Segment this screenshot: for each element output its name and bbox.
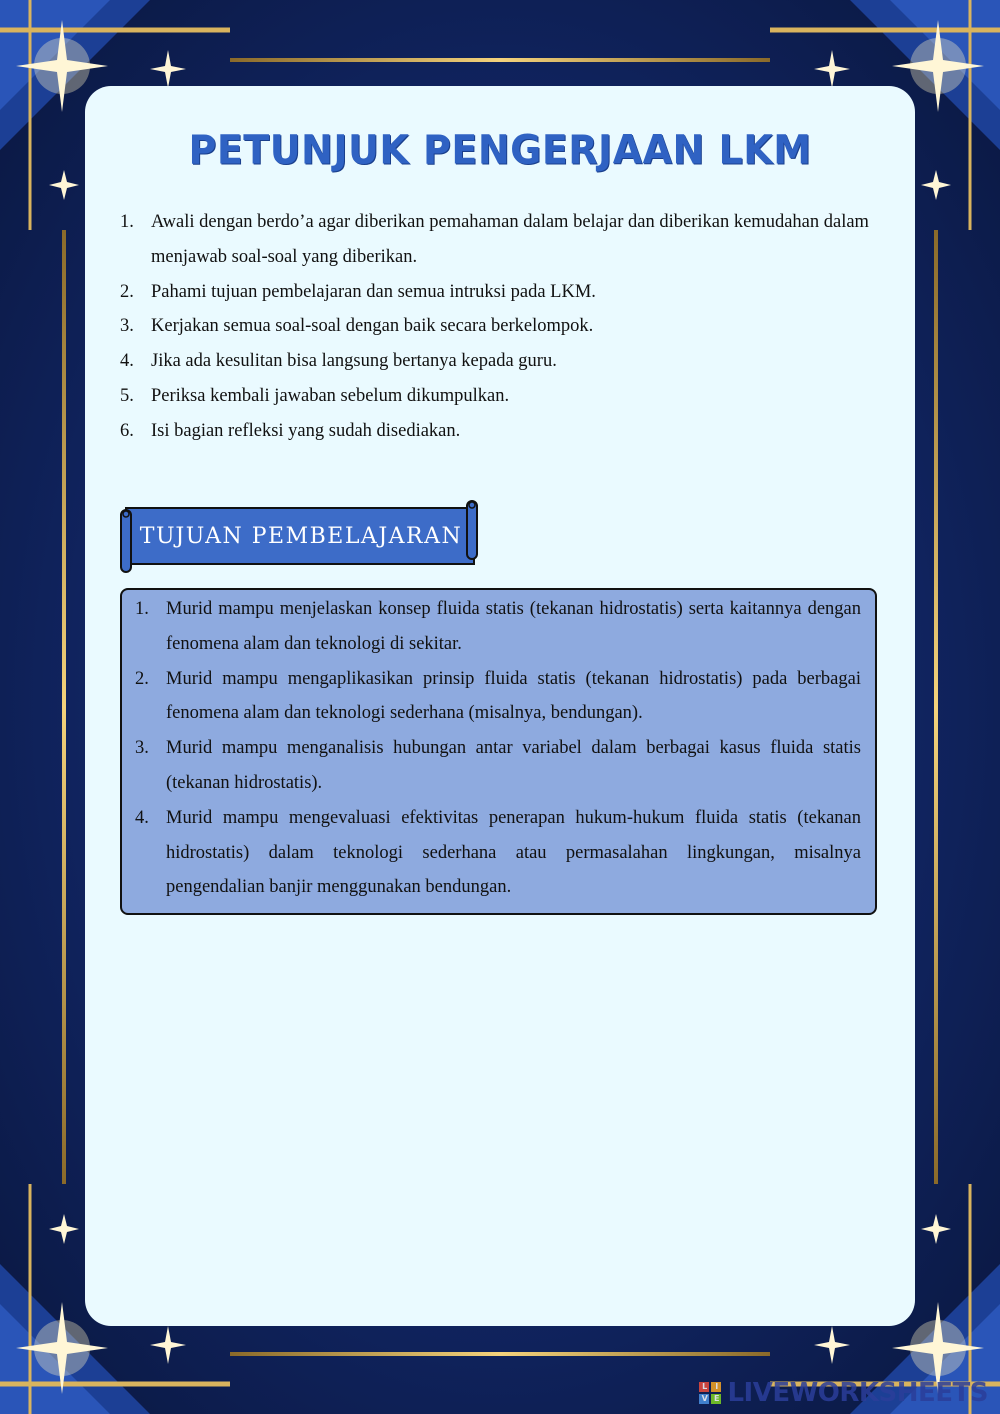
instruction-item: 2. Pahami tujuan pembelajaran dan semua intruksi pada LKM.: [120, 281, 596, 302]
section-heading: TUJUAN PEMBELAJARAN: [139, 523, 463, 549]
instruction-item: 5. Periksa kembali jawaban sebelum dikumpulkan.: [120, 385, 510, 406]
instruction-item: 1. Awali dengan berdo’a agar diberikan pemahaman dalam belajar dan diberikan kemudahan dalam menjawab soal-soal yang diberikan.: [120, 212, 869, 267]
goals-list: [135, 592, 861, 905]
goal-item: 2. Murid mampu mengaplikasikan prinsip fluida statis (tekanan hidrostatis) pada berbagai fenomena alam dan teknologi sederhana (misalnya, bendungan).: [135, 668, 861, 724]
instruction-item: 6. Isi bagian refleksi yang sudah disediakan.: [120, 420, 461, 441]
goal-item: 4. Murid mampu mengevaluasi efektivitas penerapan hukum-hukum fluida statis (tekanan hidrostatis) dalam teknologi sederhana atau permasalahan lingkungan, misalnya pengendalian banjir menggunakan bendungan.: [135, 807, 861, 898]
gold-line-bottom: [230, 1352, 770, 1356]
instruction-list: [120, 205, 890, 449]
goal-item: 1. Murid mampu menjelaskan konsep fluida statis (tekanan hidrostatis) serta kaitannya dengan fenomena alam dan teknologi di sekitar.: [135, 599, 861, 654]
gold-line-top: [230, 58, 770, 62]
page-title: PETUNJUK PENGERJAAN LKM: [188, 126, 812, 174]
goal-item: 3. Murid mampu menganalisis hubungan antar variabel dalam berbagai kasus fluida statis (tekanan hidrostatis).: [135, 738, 861, 793]
instruction-item: 3. Kerjakan semua soal-soal dengan baik secara berkelompok.: [120, 316, 594, 337]
liveworksheets-logo: L I V E: [699, 1382, 721, 1404]
liveworksheets-watermark: [699, 1380, 988, 1406]
gold-line-left: [62, 230, 66, 1184]
gold-line-right: [934, 230, 938, 1184]
instruction-item: 4. Jika ada kesulitan bisa langsung bertanya kepada guru.: [120, 351, 557, 372]
watermark-text: LIVEWORKSHEETS: [727, 1378, 988, 1408]
